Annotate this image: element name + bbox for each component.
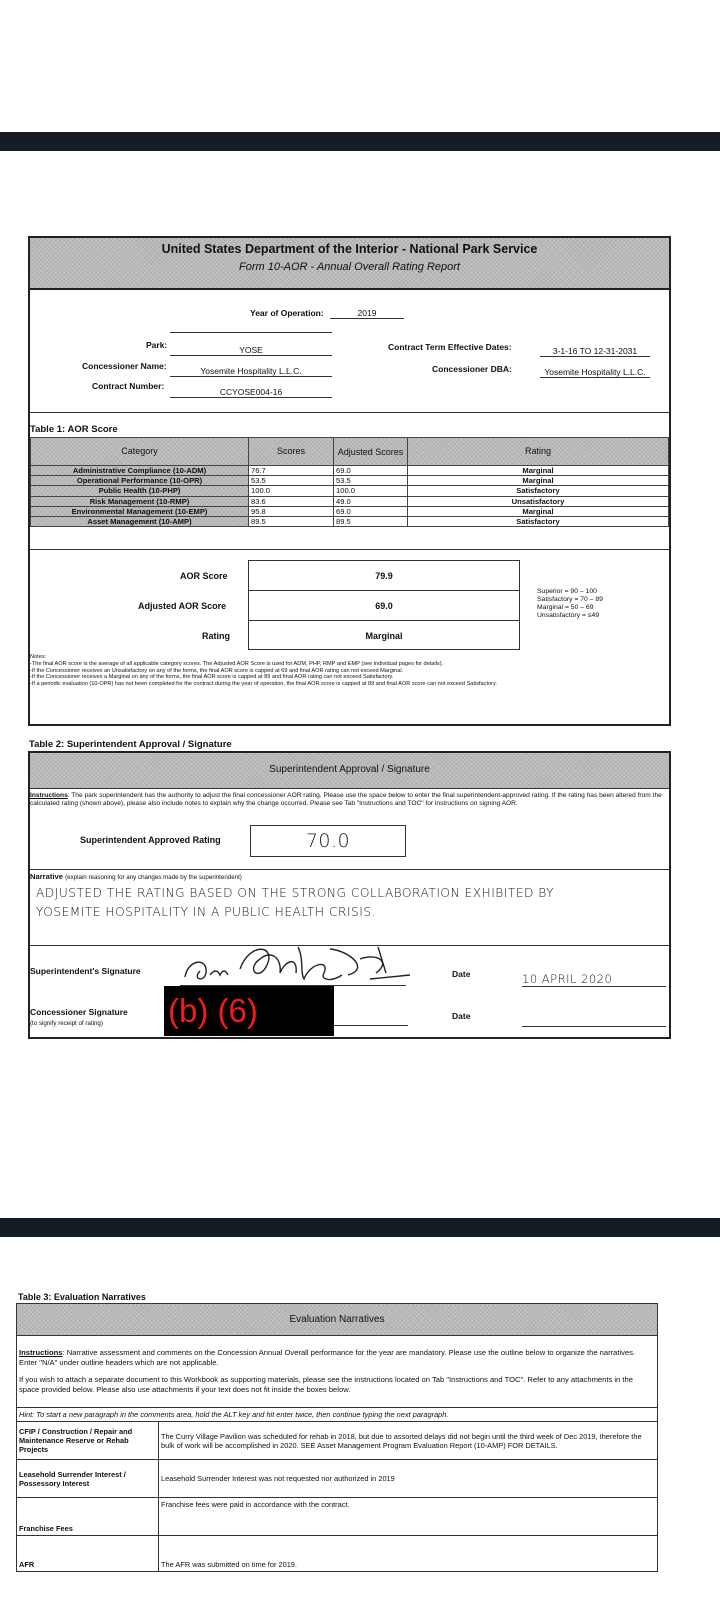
category-cell: Environmental Management (10-EMP) [31, 506, 249, 516]
score-cell: 76.7 [249, 466, 334, 476]
row-text: Franchise fees were paid in accordance with the contract. [159, 1498, 658, 1536]
table-row [17, 1536, 658, 1572]
redaction-block: (b) (6) [164, 986, 334, 1036]
adjusted-cell: 49.0 [334, 496, 408, 506]
concessioner-signature-label: Concessioner Signature [30, 1007, 128, 1017]
table-row [17, 1422, 658, 1460]
divider [30, 412, 669, 413]
form-header-title: United States Department of the Interior - National Park Service [161, 242, 538, 256]
form-header [30, 238, 669, 290]
table-row [31, 466, 669, 476]
narrative-line: ADJUSTED THE RATING BASED ON THE STRONG COLLABORATION EXHIBITED BY [36, 886, 555, 900]
score-cell: 95.8 [249, 506, 334, 516]
year-label: Year of Operation: [250, 308, 324, 318]
signature-line [334, 1025, 408, 1026]
notes [30, 654, 669, 688]
approval-instructions [30, 792, 667, 808]
table-header-row [31, 438, 669, 466]
column-header: Rating [408, 438, 669, 466]
divider [249, 590, 519, 591]
form-header-subtitle: Form 10-AOR - Annual Overall Rating Report [239, 261, 460, 273]
row-label: Franchise Fees [17, 1498, 159, 1536]
rating-cell: Marginal [408, 476, 669, 486]
attach-text: If you wish to attach a separate document to this Workbook as supporting materials, please see the instructions located on Tab "Instructions and TOC". Refer to any attachments in the space provided below. Please also use attachments if your text does not fit inside the boxes below. [19, 1375, 633, 1394]
score-cell: 89.5 [249, 516, 334, 526]
aor-summary-box [248, 560, 520, 650]
rating-cell: Marginal [408, 506, 669, 516]
adjusted-cell: 69.0 [334, 506, 408, 516]
contract-number-value: CCYOSE004-16 [170, 387, 332, 398]
year-value: 2019 [330, 308, 404, 319]
rating-cell: Satisfactory [408, 486, 669, 496]
aor-score-table [30, 437, 669, 527]
category-cell: Asset Management (10-AMP) [31, 516, 249, 526]
approval-header [30, 753, 669, 789]
superintendent-signature [180, 939, 415, 989]
rating-scale-legend [537, 588, 603, 620]
adjusted-cell: 53.5 [334, 476, 408, 486]
score-cell: 83.6 [249, 496, 334, 506]
rating-value: Marginal [365, 631, 403, 641]
divider [30, 549, 669, 550]
row-label: Leasehold Surrender Interest / Possessory Interest [17, 1460, 159, 1498]
table-row [31, 496, 669, 506]
scale-item: Satisfactory = 70 – 89 [537, 596, 603, 603]
superintendent-date: 10 APRIL 2020 [522, 972, 613, 986]
note-line: -If the Concessioner receives a Marginal on any of the forms, the final AOR score is capped at 89 and final AOR rating can not exceed Satisfactory. [30, 674, 394, 681]
concessioner-date-label: Date [452, 1011, 471, 1021]
narratives-instructions [17, 1336, 658, 1408]
note-line: -If a periodic evaluation (10-OPR) has not been completed for the contract during the year of operation, the final AOR score is capped at 89 and final AOR score can not exceed Satisfactory. [30, 681, 497, 688]
instructions-text: : Narrative assessment and comments on the Concession Annual Overall performance for the year are mandatory. Please use the outline below to organize the narratives. Enter "N/A" under outline headers which are not applicable. [19, 1348, 636, 1367]
table-row [31, 486, 669, 496]
table1-title: Table 1: AOR Score [30, 424, 118, 435]
scale-item: Unsatisfactory = ≤49 [537, 612, 600, 619]
date-line [522, 1026, 666, 1027]
date-line [522, 986, 666, 987]
narrative-line: YOSEMITE HOSPITALITY IN A PUBLIC HEALTH CRISIS. [36, 905, 376, 919]
approved-rating-box [250, 825, 406, 857]
aor-score-value: 79.9 [375, 571, 393, 581]
column-header: Category [31, 438, 249, 466]
approval-frame [28, 751, 671, 1039]
table3-title: Table 3: Evaluation Narratives [18, 1292, 146, 1302]
row-label: AFR [17, 1536, 159, 1572]
divider [30, 869, 669, 870]
category-cell: Risk Management (10-RMP) [31, 496, 249, 506]
row-text: The Curry Village Pavilion was scheduled for rehab in 2018, but due to assorted delays did not begin until the third week of Dec 2019, therefore the bulk of work will be accomplished in 2020. SEE Asset Management Program Evaluation Report (10-AMP) FOR DETAILS. [159, 1422, 658, 1460]
date-label: Date [452, 969, 471, 979]
notes-title: Notes: [30, 654, 47, 660]
instructions-text: : The park superintendent has the authority to adjust the final concessioner AOR rating. Please use the space below to enter the final superintendent-approved rating. If the rating has been altered from the calculated rating (shown above), please also include notes to explain why the change occurred. Please see Tab "Instructions and TOC" for instructions on signing AOR. [30, 792, 662, 807]
category-cell: Operational Performance (10-OPR) [31, 476, 249, 486]
rating-cell: Marginal [408, 466, 669, 476]
note-line: -The final AOR score is the average of all applicable category scores. The Adjusted AOR Score is used for ADM, PHP, RMP and EMP (see individual pages for details). [30, 660, 444, 667]
narratives-header: Evaluation Narratives [17, 1304, 658, 1336]
score-cell: 53.5 [249, 476, 334, 486]
instructions-label: Instructions [19, 1348, 63, 1357]
narrative-label: Narrative [30, 872, 63, 881]
page-separator-bar [0, 132, 720, 151]
contract-number-label: Contract Number: [92, 381, 165, 391]
divider [249, 620, 519, 621]
table-row [17, 1460, 658, 1498]
approved-rating-label: Superintendent Approved Rating [80, 835, 221, 845]
concessioner-dba-label: Concessioner DBA: [432, 364, 512, 374]
category-cell: Administrative Compliance (10-ADM) [31, 466, 249, 476]
concessioner-dba-value: Yosemite Hospitality L.L.C. [540, 367, 650, 378]
divider [170, 332, 332, 333]
rating-cell: Satisfactory [408, 516, 669, 526]
hint-text: Hint: To start a new paragraph in the comments area, hold the ALT key and hit enter twice, then continue typing the next paragraph. [17, 1408, 658, 1422]
adjusted-cell: 69.0 [334, 466, 408, 476]
rating-cell: Unsatisfactory [408, 496, 669, 506]
contract-term-label: Contract Term Effective Dates: [388, 342, 512, 352]
approval-header-title: Superintendent Approval / Signature [269, 764, 430, 775]
contract-term-value: 3-1-16 TO 12-31-2031 [540, 346, 650, 357]
page-separator-bar [0, 1218, 720, 1237]
rating-label: Rating [202, 631, 230, 641]
approved-rating-value: 70.0 [305, 830, 351, 852]
row-label: CFIP / Construction / Repair and Maintenance Reserve or Rehab Projects [17, 1422, 159, 1460]
row-text: The AFR was submitted on time for 2019. [159, 1536, 658, 1572]
concessioner-name-value: Yosemite Hospitality L.L.C. [170, 366, 332, 377]
superintendent-signature-label: Superintendent's Signature [30, 966, 141, 976]
evaluation-narratives-table [16, 1303, 658, 1572]
table-row [17, 1498, 658, 1536]
category-cell: Public Health (10-PHP) [31, 486, 249, 496]
park-label: Park: [146, 340, 168, 350]
narrative-hint: (explain reasoning for any changes made by the superintendent) [65, 874, 242, 881]
narrative-heading [30, 872, 242, 881]
adjusted-aor-score-label: Adjusted AOR Score [138, 601, 227, 611]
scale-item: Marginal = 50 – 69 [537, 604, 594, 611]
scale-item: Superior = 90 – 100 [537, 588, 597, 595]
instructions-label: Instructions [30, 792, 68, 799]
note-line: -If the Concessioner receives an Unsatisfactory on any of the forms, the final AOR score is capped at 69 and final AOR rating can not exceed Marginal. [30, 667, 404, 674]
row-text: Leasehold Surrender Interest was not requested nor authorized in 2019 [159, 1460, 658, 1498]
adjusted-aor-score-value: 69.0 [375, 601, 393, 611]
table-row [31, 516, 669, 526]
column-header: Scores [249, 438, 334, 466]
aor-form-frame [28, 236, 671, 726]
adjusted-cell: 100.0 [334, 486, 408, 496]
score-cell: 100.0 [249, 486, 334, 496]
concessioner-name-label: Concessioner Name: [82, 361, 167, 371]
park-value: YOSE [170, 345, 332, 356]
table-row [31, 506, 669, 516]
table2-title: Table 2: Superintendent Approval / Signature [29, 739, 232, 750]
column-header: Adjusted Scores [334, 438, 408, 466]
aor-score-label: AOR Score [180, 571, 228, 581]
table-row [31, 476, 669, 486]
adjusted-cell: 89.5 [334, 516, 408, 526]
concessioner-signature-hint: (to signify receipt of rating) [30, 1020, 103, 1027]
